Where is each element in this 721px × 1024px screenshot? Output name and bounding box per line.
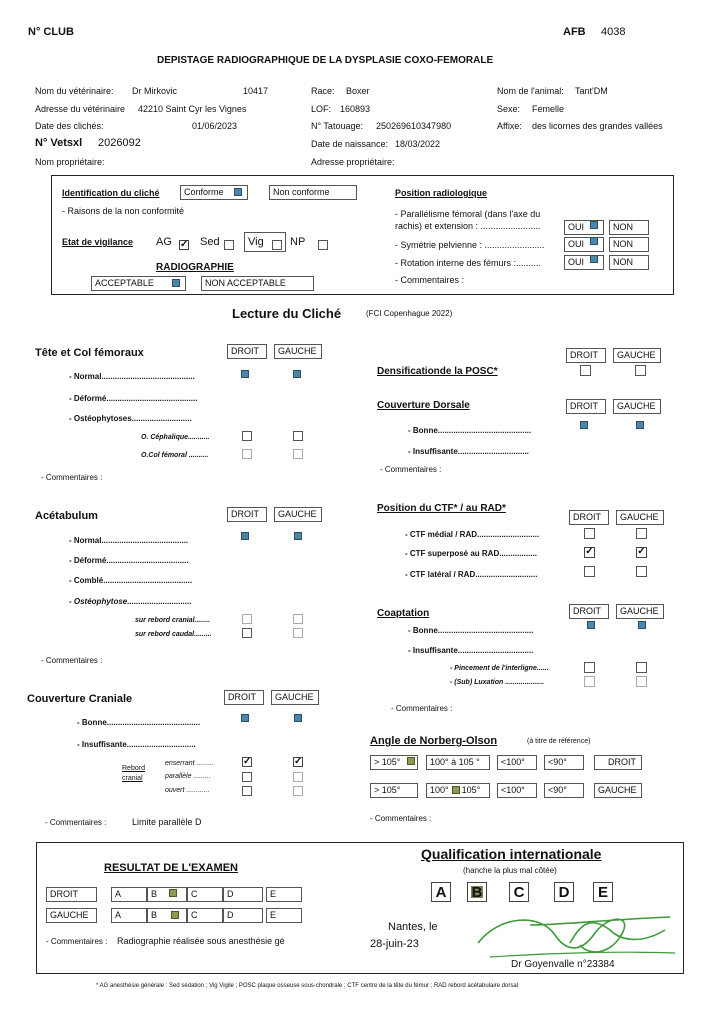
tatouage-value: 250269610347980 [376,121,452,131]
enserrant-droit-checked[interactable]: ✓ [243,756,252,767]
dorsale-bonne-droit-checked[interactable] [580,421,588,429]
resultat-droit-e[interactable] [266,887,302,902]
resultat-gauche-d[interactable] [223,908,263,923]
gauche-label: GAUCHE [617,401,656,411]
craniale-bonne-label: - Bonne.......................................... [77,718,201,727]
np-label: NP [290,236,306,248]
craniale-commentaires: - Commentaires : [45,818,107,827]
birth-label: Date de naissance: [311,139,389,149]
rebord-label-2: cranial [122,775,143,782]
droit-label: DROIT [573,512,601,522]
lt100-label: <100° [501,785,525,795]
resultat-droit-c[interactable] [187,887,223,902]
gauche-label: GAUCHE [620,512,659,522]
resultat-gauche-c[interactable] [187,908,223,923]
position-title: Position radiologique [395,188,487,198]
identification-title: Identification du cliché [62,188,160,198]
norberg-gauche-100-105-checked [452,786,460,794]
parallele-droit[interactable] [242,772,252,782]
owner-label: Nom propriétaire: [35,157,105,167]
coaptation-title: Coaptation [377,608,430,619]
cranial-label: sur rebord cranial........ [135,617,211,624]
non-label: NON [613,239,633,249]
acceptable-checked [172,279,180,287]
animal-name-label: Nom de l'animal: [497,86,564,96]
non-label: NON [613,257,633,267]
coaptation-insuffisante-label: - Insuffisante.................................. [408,646,534,655]
tete-osteo-label: - Ostéophytoses........................... [69,414,192,423]
dorsale-droit-header [566,399,606,414]
cephalique-droit[interactable] [242,431,252,441]
lof-value: 160893 [340,104,371,114]
affixe-label: Affixe: [497,121,522,131]
lof-label: LOF: [311,104,332,114]
norberg-note: (à titre de référence) [527,738,591,745]
vet-address: 42210 Saint Cyr les Vignes [138,104,247,114]
ctf-gauche-header [616,510,664,525]
vetsxl-label: N° Vetsxl [35,137,83,149]
coaptation-bonne-gauche-checked[interactable] [638,621,646,629]
cranial-gauche[interactable] [293,614,303,624]
col-droit[interactable] [242,449,252,459]
ag-label: AG [156,236,172,248]
craniale-gauche-header [271,690,319,705]
ctf-lateral-gauche[interactable] [636,566,647,577]
norberg-gauche-lt90[interactable] [544,783,584,798]
oui-label: OUI [568,222,585,232]
vig-checkbox[interactable] [272,240,282,250]
norberg-droit-lt90[interactable] [544,755,584,770]
posc-droit-header [566,348,606,363]
luxation-gauche[interactable] [636,676,647,687]
caudal-label: sur rebord caudal......... [135,631,212,638]
parallelisme-non[interactable] [609,220,649,235]
gt105-label: > 105° [374,785,401,795]
oui-label: OUI [568,257,585,267]
norberg-droit-gt105-checked [407,757,415,765]
grade-d-label: D [227,910,234,920]
droit-label: DROIT [573,606,601,616]
lt100-label: <100° [501,757,525,767]
acetabulum-normal-label: - Normal....................................... [69,536,189,545]
cephalique-gauche[interactable] [293,431,303,441]
craniale-bonne-gauche-checked[interactable] [294,714,302,722]
non-label: NON [613,222,633,232]
enserrant-label: enserrant ......... [165,760,215,767]
dorsale-bonne-label: - Bonne.......................................... [408,426,532,435]
grade-e-label: E [270,910,277,920]
lecture-subtitle: (FCI Copenhague 2022) [366,309,453,318]
resultat-gauche-label: GAUCHE [50,910,89,920]
non-acceptable-option[interactable] [201,276,314,291]
tete-normal-label: - Normal.......................................... [69,372,195,381]
gauche-label: GAUCHE [617,350,656,360]
norberg-droit-lt100[interactable] [497,755,537,770]
vetsxl-value: 2026092 [98,137,141,149]
resultat-gauche-a[interactable] [111,908,147,923]
lt90-label: <90° [548,785,567,795]
sex-value: Femelle [532,104,565,114]
ctf-superpose-droit-checked[interactable]: ✓ [585,546,594,557]
couv-craniale-title: Couverture Craniale [27,693,133,705]
rotation-label: - Rotation interne des fémurs :.......... [395,258,542,268]
acceptable-label: ACCEPTABLE [95,278,154,288]
resultat-gauche-e[interactable] [266,908,302,923]
np-checkbox[interactable] [318,240,328,250]
resultat-commentaires: - Commentaires : [46,937,108,946]
coaptation-gauche-header [616,604,664,619]
resultat-droit-label: DROIT [50,889,78,899]
craniale-insuffisante-label: - Insuffisante............................... [77,740,196,749]
norberg-gauche-gt105[interactable] [370,783,418,798]
droit-label: DROIT [231,509,259,519]
dorsale-commentaires: - Commentaires : [380,465,442,474]
posc-gauche-header [613,348,661,363]
acetabulum-gauche-header [274,507,322,522]
lt90-label: <90° [548,757,567,767]
acetabulum-normal-gauche-checked[interactable] [294,532,302,540]
resultat-gauche-b[interactable] [147,908,187,923]
ctf-lateral-label: - CTF latéral / RAD............................ [405,570,538,579]
sed-label: Sed [200,236,220,248]
vet-name: Dr Mirkovic [132,86,177,96]
rotation-oui[interactable] [564,255,604,270]
symetrie-label: - Symétrie pelvienne : ........................ [395,240,545,250]
raisons-label: - Raisons de la non conformité [62,206,185,216]
norberg-gauche-label: GAUCHE [598,785,637,795]
ctf-medial-droit[interactable] [584,528,595,539]
date-cliches-label: Date des clichés: [35,121,104,131]
symetrie-oui[interactable] [564,237,604,252]
vet-code: 10417 [243,86,269,96]
resultat-droit-b[interactable] [147,887,187,902]
afb-value: 4038 [601,26,626,38]
radiographie-title: RADIOGRAPHIE [156,262,234,273]
tete-normal-droit-checked[interactable] [241,370,249,378]
birth-value: 18/03/2022 [395,139,441,149]
dorsale-insuffisante-label: - Insuffisante................................ [408,447,529,456]
parallelisme-oui-checked [590,221,598,229]
norberg-gauche-lt100[interactable] [497,783,537,798]
resultat-droit-label-box [46,887,97,902]
owner-address-label: Adresse propriétaire: [311,157,395,167]
gauche-label: GAUCHE [620,606,659,616]
grade-a-label: A [115,910,122,920]
animal-name: Tant'DM [575,86,608,96]
signature-place: Nantes, le [388,921,438,933]
rotation-non[interactable] [609,255,649,270]
acetabulum-deforme-label: - Déformé..................................... [69,556,189,565]
non-conforme-label: Non conforme [273,187,330,197]
grade-b-letter: B [471,884,483,901]
qualification-subtitle: (hanche la plus mal côtée) [463,866,557,875]
ouvert-droit[interactable] [242,786,252,796]
qualification-grade-c[interactable]: C [509,882,529,902]
parallelisme-label-2: rachis) et extension : ........................ [395,221,541,231]
resultat-commentaires-value: Radiographie réalisée sous anesthésie gé [117,936,285,946]
qualification-grade-d[interactable]: D [554,882,574,902]
resultat-droit-d[interactable] [223,887,263,902]
craniale-bonne-droit-checked[interactable] [241,714,249,722]
position-commentaires: - Commentaires : [395,275,465,285]
rotation-oui-checked [590,255,598,263]
tatouage-label: N° Tatouage: [311,121,363,131]
vet-name-label: Nom du vétérinaire: [35,86,114,96]
afb-label: AFB [563,26,586,38]
non-acceptable-label: NON ACCEPTABLE [205,278,286,288]
rebord-label-1: Rebord [122,765,145,772]
norberg-droit-100-105[interactable] [426,755,490,770]
craniale-commentaires-value: Limite parallèle D [132,817,202,827]
gt105-label: > 105° [374,757,401,767]
caudal-droit[interactable] [242,628,252,638]
norberg-commentaires: - Commentaires : [370,814,432,823]
enserrant-gauche-checked[interactable]: ✓ [294,756,303,767]
grade-b-label: B [151,889,158,899]
grade-d-label: D [227,889,234,899]
ctf-medial-label: - CTF médial / RAD............................ [405,530,540,539]
oui-label: OUI [568,239,585,249]
norberg-droit-label: DROIT [608,757,636,767]
acetabulum-droit-header [227,507,267,522]
signature-doctor: Dr Goyenvalle n°23384 [511,959,615,970]
posc-gauche[interactable] [635,365,646,376]
pincement-gauche[interactable] [636,662,647,673]
pincement-label: - Pincement de l'interligne...... [450,665,549,672]
resultat-title: RESULTAT DE L'EXAMEN [104,862,239,874]
acetabulum-osteo-label: - Ostéophytose............................. [69,597,192,606]
coaptation-bonne-label: - Bonne........................................... [408,626,534,635]
acetabulum-title: Acétabulum [35,510,98,522]
dorsale-gauche-header [613,399,661,414]
grade-e-label: E [270,889,277,899]
resultat-gauche-b-checked [171,911,179,919]
ctf-superpose-gauche-checked[interactable]: ✓ [637,546,646,557]
parallelisme-label-1: - Parallélisme fémoral (dans l'axe du [395,209,541,219]
droit-label: DROIT [570,350,598,360]
gauche-label: GAUCHE [278,509,317,519]
conforme-label: Conforme [184,187,224,197]
norberg-gauche-label-box [594,783,642,798]
ouvert-gauche[interactable] [293,786,303,796]
couv-dorsale-title: Couverture Dorsale [377,400,470,411]
vig-label: Vig [248,236,264,248]
date-cliches: 01/06/2023 [192,121,238,131]
luxation-droit[interactable] [584,676,595,687]
grade-c-label: C [191,910,198,920]
droit-label: DROIT [231,346,259,356]
acetabulum-commentaires: - Commentaires : [41,656,103,665]
symetrie-non[interactable] [609,237,649,252]
sed-checkbox[interactable] [224,240,234,250]
ouvert-label: ouvert ............ [165,787,210,794]
club-label: N° CLUB [28,26,74,38]
cephalique-label: O. Céphalique........... [141,434,210,441]
footnote: * AG anesthésie générale : Sed sédation ; Vig Vigile ; POSC plaque osseuse sous-chondrale ; CTF centre de la tête du fémur ; RAD rebord acétabulaire dorsal [96,983,519,989]
acetabulum-normal-droit-checked[interactable] [241,532,249,540]
parallele-gauche[interactable] [293,772,303,782]
signature-scribble [470,895,680,965]
page-title: DEPISTAGE RADIOGRAPHIQUE DE LA DYSPLASIE COXO-FEMORALE [157,55,494,66]
norberg-droit-label-box [594,755,642,770]
gauche-label: GAUCHE [275,692,314,702]
non-conforme-option[interactable] [269,185,357,200]
ctf-title: Position du CTF* / au RAD* [377,503,506,514]
coaptation-droit-header [569,604,609,619]
race-value: Boxer [346,86,370,96]
race-label: Race: [311,86,335,96]
affixe-value: des licornes des grandes vallées [532,121,663,131]
grade-b-label: B [151,910,158,920]
grade-c-label: C [191,889,198,899]
luxation-label: - (Sub) Luxation .................... [450,679,545,686]
acetabulum-comble-label: - Comblé........................................ [69,576,193,585]
qualification-title: Qualification internationale [421,846,602,862]
droit-label: DROIT [228,692,256,702]
col-label: O.Col fémoral .......... [141,452,209,459]
r105-label: 105° [461,785,481,795]
qualification-grade-a[interactable]: A [431,882,451,902]
conforme-checked [234,188,242,196]
r100-105-label: 100° à 105 ° [430,757,480,767]
parallele-label: parallèle ......... [165,773,211,780]
r100-label: 100° [430,785,449,795]
lecture-title: Lecture du Cliché [232,306,342,321]
droit-label: DROIT [570,401,598,411]
parallelisme-oui[interactable] [564,220,604,235]
dorsale-bonne-gauche-checked[interactable] [636,421,644,429]
posc-droit[interactable] [580,365,591,376]
ag-checkbox[interactable]: ✓ [180,239,189,250]
symetrie-oui-checked [590,237,598,245]
ctf-lateral-droit[interactable] [584,566,595,577]
col-gauche[interactable] [293,449,303,459]
coaptation-bonne-droit-checked[interactable] [587,621,595,629]
posc-title: Densificationde la POSC* [377,366,498,377]
grade-a-label: A [115,889,122,899]
qualification-grade-e[interactable]: E [593,882,613,902]
tete-deforme-label: - Déformé......................................... [69,394,198,403]
resultat-droit-a[interactable] [111,887,147,902]
norberg-title: Angle de Norberg-Olson [370,735,498,747]
sex-label: Sexe: [497,104,521,114]
tete-gauche-header [274,344,322,359]
vet-address-label: Adresse du vétérinaire [35,104,126,114]
cranial-droit[interactable] [242,614,252,624]
ctf-medial-gauche[interactable] [636,528,647,539]
pincement-droit[interactable] [584,662,595,673]
gauche-label: GAUCHE [278,346,317,356]
tete-title: Tête et Col fémoraux [35,347,144,359]
resultat-droit-b-checked [169,889,177,897]
ctf-superpose-label: - CTF superposé au RAD................. [405,549,538,558]
resultat-gauche-label-box [46,908,97,923]
tete-normal-gauche-checked[interactable] [293,370,301,378]
vigilance-title: Etat de vigilance [62,237,134,247]
coaptation-commentaires: - Commentaires : [391,704,453,713]
caudal-gauche[interactable] [293,628,303,638]
tete-commentaires: - Commentaires : [41,473,103,482]
signature-date: 28-juin-23 [370,938,419,950]
craniale-droit-header [224,690,264,705]
tete-droit-header [227,344,267,359]
ctf-droit-header [569,510,609,525]
